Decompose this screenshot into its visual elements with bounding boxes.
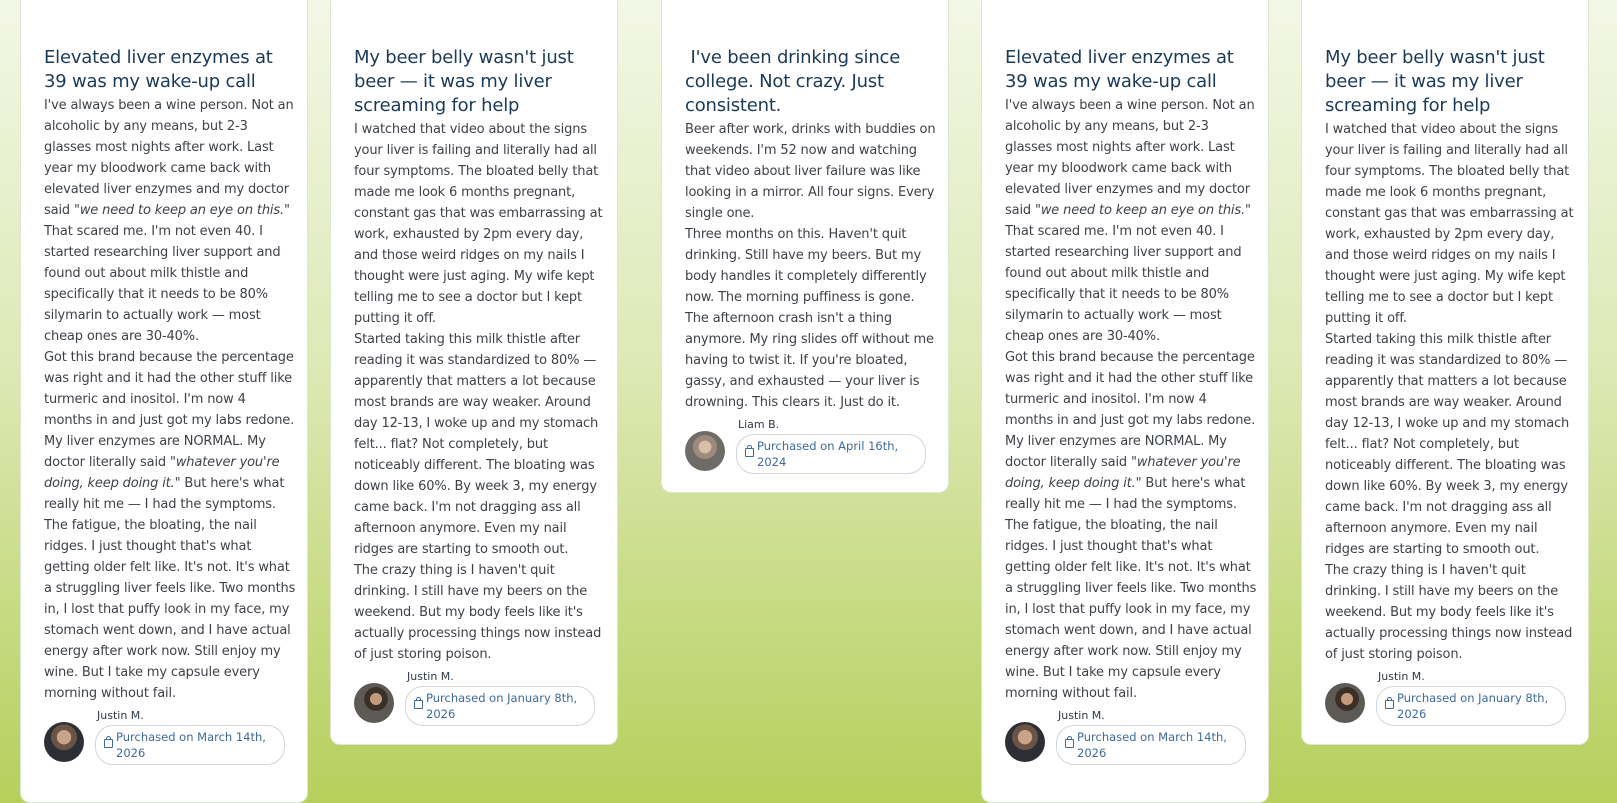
review-text: I watched that video about the signs your liver is failing and literally had all four symptoms. The bloated belly that made me look 6 months pregnant, constant gas that was embarrassing at work, exhausted by 2pm every day, and those weird ridges on my nails I thought were just aging. My wife kept telling me to see a doctor but I kept putting it off. bbox=[1325, 122, 1574, 326]
avatar bbox=[44, 722, 84, 762]
avatar bbox=[1005, 722, 1045, 762]
review-card bbox=[330, 0, 618, 745]
review-title: Elevated liver enzymes at 39 was my wake-up call bbox=[44, 47, 273, 92]
bag-icon bbox=[745, 448, 754, 457]
review-title: I've been drinking since college. Not crazy. Just consistent. bbox=[685, 47, 906, 116]
reviewer-name: Liam B. bbox=[738, 418, 780, 431]
purchase-date: Purchased on January 8th, 2026 bbox=[426, 691, 578, 721]
review-text: Started taking this milk thistle after reading it was standardized to 80% — apparently that matters a lot because most brands are way weaker. Around day 12-13, I woke up and my stomach felt... flat? Not completely, but noticeably different. The bloating was down like 60%. By week 3, my energy came back. I'm not dragging ass all afternoon anymore. Even my nail ridges are starting to smooth out. bbox=[354, 332, 599, 557]
reviewer bbox=[44, 709, 297, 774]
bag-icon bbox=[104, 739, 113, 748]
reviewer-name: Justin M. bbox=[1058, 709, 1105, 722]
purchase-date: Purchased on April 16th, 2024 bbox=[757, 439, 899, 469]
purchase-date: Purchased on March 14th, 2026 bbox=[1077, 730, 1227, 760]
review-text: Got this brand because the percentage was right and it had the other stuff like turmeric and inositol. I'm now 4 months in and just got my labs redone. My liver enzymes are NORMAL. My doctor literally said bbox=[1005, 350, 1256, 470]
review-text: I've always been a wine person. Not an alcoholic by any means, but 2-3 glasses most nights after work. Last year my bloodwork came back with elevated liver enzymes and my doctor said bbox=[44, 98, 294, 218]
purchase-badge bbox=[1376, 686, 1566, 726]
reviewer bbox=[354, 670, 607, 735]
review-text: Beer after work, drinks with buddies on weekends. I'm 52 now and watching that video about liver failure was like looking in a mirror. All four signs. Every single one. bbox=[685, 122, 936, 221]
avatar bbox=[354, 683, 394, 723]
avatar bbox=[685, 431, 725, 471]
review-text: But here's what really hit me — I had the symptoms. The fatigue, the bloating, the nail ridges. I just thought that's what getting older felt like. It's not. It's what a struggling liver feels like. Two months in, I lost that puffy look in my face, my stomach went down, and I have actual energy after work now. Still enjoy my wine. But I take my capsule every morning without fail. bbox=[1005, 476, 1257, 701]
review-text: That scared me. I'm not even 40. I started researching liver support and found out about milk thistle and specifically that it needs to be 80% silymarin to actually work — most cheap ones are 30-40%. bbox=[44, 224, 281, 344]
review-text: But here's what really hit me — I had the symptoms. The fatigue, the bloating, the nail ridges. I just thought that's what getting older felt like. It's not. It's what a struggling liver feels like. Two months in, I lost that puffy look in my face, my stomach went down, and I have actual energy after work now. Still enjoy my wine. But I take my capsule every morning without fail. bbox=[44, 476, 296, 701]
bag-icon bbox=[1065, 739, 1074, 748]
review-title: My beer belly wasn't just beer — it was my liver screaming for help bbox=[354, 47, 574, 116]
review-card bbox=[1301, 0, 1589, 745]
review-quote: "whatever you're doing, keep doing it." bbox=[1005, 455, 1241, 491]
purchase-date: Purchased on January 8th, 2026 bbox=[1397, 691, 1549, 721]
purchase-badge bbox=[405, 686, 595, 726]
review-text: The crazy thing is I haven't quit drinking. I still have my beers on the weekend. But my body feels like it's actually processing things now instead of just storing poison. bbox=[1325, 563, 1573, 662]
review-body bbox=[1005, 95, 1258, 704]
review-text: I watched that video about the signs your liver is failing and literally had all four symptoms. The bloated belly that made me look 6 months pregnant, constant gas that was embarrassing at work, exhausted by 2pm every day, and those weird ridges on my nails I thought were just aging. My wife kept telling me to see a doctor but I kept putting it off. bbox=[354, 122, 603, 326]
reviewer-name: Justin M. bbox=[407, 670, 454, 683]
review-body bbox=[354, 119, 607, 665]
review-card bbox=[20, 0, 308, 803]
review-body bbox=[685, 119, 938, 413]
bag-icon bbox=[414, 700, 423, 709]
review-card bbox=[981, 0, 1269, 803]
reviewer bbox=[1005, 709, 1258, 774]
review-body bbox=[44, 95, 297, 704]
reviewer bbox=[1325, 670, 1578, 735]
purchase-date: Purchased on March 14th, 2026 bbox=[116, 730, 266, 760]
review-text: Started taking this milk thistle after reading it was standardized to 80% — apparently that matters a lot because most brands are way weaker. Around day 12-13, I woke up and my stomach felt... flat? Not completely, but noticeably different. The bloating was down like 60%. By week 3, my energy came back. I'm not dragging ass all afternoon anymore. Even my nail ridges are starting to smooth out. bbox=[1325, 332, 1570, 557]
review-text: Three months on this. Haven't quit drinking. Still have my beers. But my body handles it completely differently now. The morning puffiness is gone. The afternoon crash isn't a thing anymore. My ring slides off without me having to twist it. If you're bloated, gassy, and exhausted — your liver is drowning. This clears it. Just do it. bbox=[685, 227, 934, 410]
review-quote: "we need to keep an eye on this." bbox=[1035, 203, 1251, 218]
review-card bbox=[661, 0, 949, 493]
review-title: My beer belly wasn't just beer — it was my liver screaming for help bbox=[1325, 47, 1545, 116]
reviewer-name: Justin M. bbox=[1378, 670, 1425, 683]
bag-icon bbox=[1385, 700, 1394, 709]
review-title: Elevated liver enzymes at 39 was my wake-up call bbox=[1005, 47, 1234, 92]
review-body bbox=[1325, 119, 1578, 665]
avatar bbox=[1325, 683, 1365, 723]
purchase-badge bbox=[1056, 725, 1246, 765]
reviewer-name: Justin M. bbox=[97, 709, 144, 722]
purchase-badge bbox=[736, 434, 926, 474]
purchase-badge bbox=[95, 725, 285, 765]
review-text: Got this brand because the percentage was right and it had the other stuff like turmeric and inositol. I'm now 4 months in and just got my labs redone. My liver enzymes are NORMAL. My doctor literally said bbox=[44, 350, 295, 470]
review-text: The crazy thing is I haven't quit drinking. I still have my beers on the weekend. But my body feels like it's actually processing things now instead of just storing poison. bbox=[354, 563, 602, 662]
review-text: That scared me. I'm not even 40. I started researching liver support and found out about milk thistle and specifically that it needs to be 80% silymarin to actually work — most cheap ones are 30-40%. bbox=[1005, 224, 1242, 344]
review-quote: "we need to keep an eye on this." bbox=[74, 203, 290, 218]
review-quote: "whatever you're doing, keep doing it." bbox=[44, 455, 280, 491]
review-text: I've always been a wine person. Not an alcoholic by any means, but 2-3 glasses most nights after work. Last year my bloodwork came back with elevated liver enzymes and my doctor said bbox=[1005, 98, 1255, 218]
reviewer bbox=[685, 418, 938, 483]
